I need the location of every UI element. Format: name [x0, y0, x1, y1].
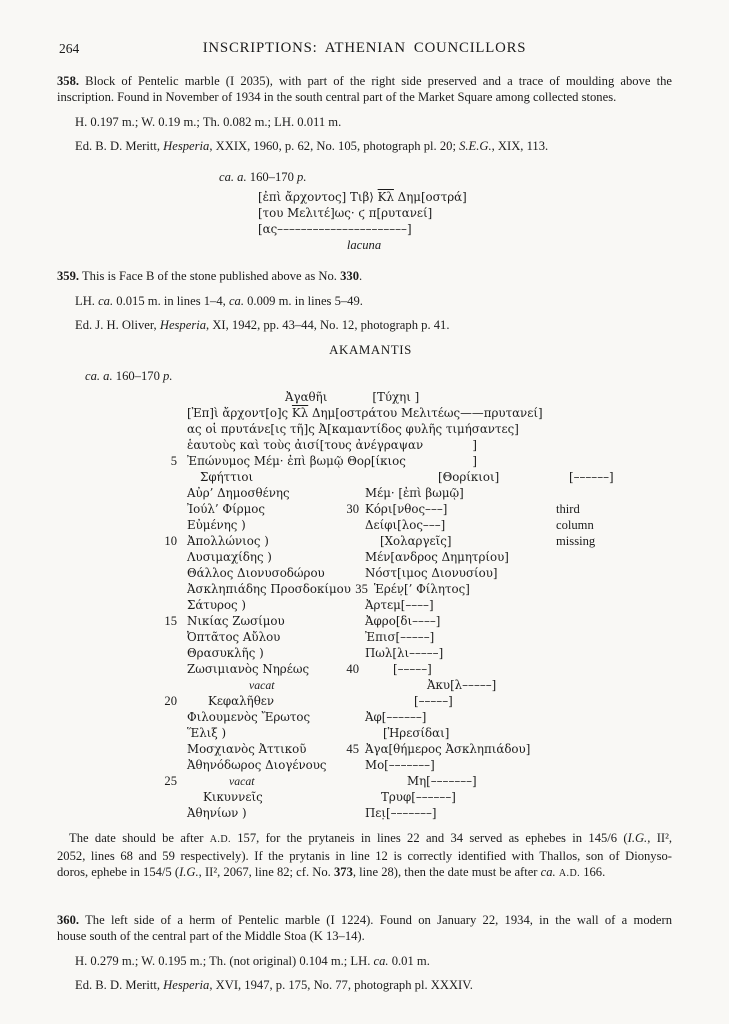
- prytanis-name-left-column: Ζωσιμιανὸς Νηρέως: [187, 662, 310, 676]
- third-column-note: [555, 597, 672, 613]
- third-column-note: [555, 613, 672, 629]
- inscription-row: [57, 581, 672, 597]
- third-column-note: [555, 757, 672, 773]
- third-column-note: column: [556, 518, 594, 532]
- prytanis-name-left-column: Ἕλιξ ): [187, 726, 227, 740]
- text-segment: p.: [297, 170, 307, 184]
- line-number: [355, 469, 372, 485]
- entry-358-edition: [57, 138, 672, 154]
- prytanis-name-right-column: Ἑρέν̣[’ Φίλητος]: [373, 582, 470, 596]
- third-column-note: [555, 645, 672, 661]
- entry-358-date: [219, 169, 672, 185]
- prytanis-name-left-column: Ἰούλ’ Φίρμος: [187, 502, 266, 516]
- prytanis-name-left-column: Φιλουμενὸς Ἔρωτος: [187, 710, 311, 724]
- greek-word: Ἀγαθῆι: [285, 390, 328, 404]
- third-column-note: [555, 565, 672, 581]
- third-column-note: [555, 741, 672, 757]
- inscription-row: [57, 757, 672, 773]
- text-segment: ca.: [228, 294, 244, 308]
- prytanis-name-right-column: Κόρι[νθος–––]: [365, 502, 448, 516]
- text-segment: A.D.: [209, 834, 231, 845]
- line-number: 10: [164, 534, 177, 548]
- text-segment: 360.: [57, 913, 80, 927]
- closing-bracket: ]: [472, 454, 477, 468]
- entry-359-date: [85, 368, 672, 384]
- text-segment: ca.: [540, 865, 556, 879]
- text-segment: I.G.: [179, 865, 199, 879]
- line-number: [342, 709, 359, 725]
- line-number: 40: [346, 662, 359, 676]
- text-segment: H. 0.197 m.; W. 0.19 m.; Th. 0.082 m.; LH. 0.011 m.: [75, 115, 342, 129]
- line-number: [404, 677, 421, 693]
- tribe-heading: AKAMANTIS: [329, 343, 412, 357]
- prytanis-name-right-column: [–––––]: [393, 662, 432, 676]
- line-number: [384, 773, 401, 789]
- text-segment: This is Face B of the stone published above as No.: [79, 269, 341, 283]
- prytanis-name-right-column: [–––––]: [414, 694, 453, 708]
- text-segment: , II², 2067, line 82; cf. No.: [198, 865, 334, 879]
- prytanis-name-left-column: Κεφαλῆθεν: [208, 694, 275, 708]
- text-segment: Block of Pentelic marble (I 2035), with part of the right side preserved and a trace of moulding above the: [79, 74, 672, 88]
- text-segment: ca. a.: [219, 170, 247, 184]
- line-number: [342, 533, 359, 549]
- text-segment: Δημ[οστράτου Μελιτέως——πρυτανεί]: [308, 406, 543, 420]
- line-number: [342, 613, 359, 629]
- text-segment: inscription. Found in November of 1934 in the south central part of the Market Square among collected stones.: [57, 90, 617, 104]
- third-column-note: [555, 709, 672, 725]
- text-segment: , XIX, 113.: [491, 139, 549, 153]
- entry-360-dimensions: [57, 953, 672, 969]
- inscription-row: [57, 661, 672, 677]
- prytanis-name-right-column: Μο[–––––––]: [365, 758, 435, 772]
- line-number: [57, 517, 187, 533]
- text-segment: , line 28), then the date must be after: [352, 865, 541, 879]
- text-segment: [Ἐπ]ὶ ἄρχοντ[ο]ς: [187, 406, 292, 420]
- prytanis-name-right-column: Τρυφ[––––––]: [381, 790, 456, 804]
- prytanis-name-left-column: Εὐμένης ): [187, 518, 246, 532]
- text-segment: house south of the central part of the Middle Stoa (K 13–14).: [57, 929, 365, 943]
- line-number: [342, 725, 359, 741]
- header-line-5-spread: [187, 453, 477, 469]
- inscription-row: [57, 517, 672, 533]
- entry-359-line-1: [57, 268, 672, 284]
- text-segment: [του Μελιτέ]ως· ϛ π[ρυτανεί]: [258, 206, 433, 220]
- prytanis-name-left-column: Λυσιμαχίδης ): [187, 550, 272, 564]
- entry-360: [57, 912, 672, 993]
- line-number: [57, 709, 187, 725]
- text-segment: I.G.: [627, 831, 648, 845]
- inscription-header-line-1: [285, 389, 672, 405]
- third-column-note: [571, 789, 672, 805]
- line-number: [342, 757, 359, 773]
- prytanis-name-right-column: Μη[–––––––]: [407, 774, 477, 788]
- line-number: [57, 485, 187, 501]
- inscription-row: [57, 565, 672, 581]
- prytanis-name-left-column: Κικυννεῖς: [203, 790, 263, 804]
- line-number: [342, 517, 359, 533]
- inscription-row: [57, 709, 672, 725]
- prytanis-name-left-column: Αὐρ’ Δημοσθένης: [187, 486, 290, 500]
- line-number: [57, 725, 187, 741]
- prytanis-name-right-column: Ἀγα[θήμερος Ἀσκληπιάδου]: [365, 742, 531, 756]
- text-segment: 166.: [580, 865, 606, 879]
- entry-358-dimensions: [57, 114, 672, 130]
- third-column-note: [555, 661, 672, 677]
- prytanis-name-left-column: Θρασυκλῆς ): [187, 646, 264, 660]
- prytanis-name-left-column: Ἀθηνόδωρος Διογένους: [187, 758, 327, 772]
- text-segment: 0.015 m. in lines 1–4,: [113, 294, 229, 308]
- prytanis-name-left-column: Θάλλος Διονυσοδώρου: [187, 566, 325, 580]
- third-column-note: [555, 725, 672, 741]
- line-number: [57, 581, 187, 597]
- line-number: [57, 437, 187, 453]
- prytanis-name-left-column: Νικίας Ζωσίμου: [187, 614, 285, 628]
- text-segment: 359.: [57, 269, 80, 283]
- line-number: [57, 565, 187, 581]
- inscription-header-line-5: [57, 453, 672, 469]
- text-segment: , II²,: [647, 831, 673, 845]
- prytanis-name-right-column: Νόστ[ιμος Διονυσίου]: [365, 566, 498, 580]
- text-segment: $\overline{K\lambda}$: [377, 190, 394, 204]
- inscription-row: [57, 533, 672, 549]
- line-number: [57, 645, 187, 661]
- line-number: [57, 661, 187, 677]
- inscription-row: [57, 773, 672, 789]
- line-number: 30: [346, 502, 359, 516]
- prytanis-name-right-column: Πει̣[–––––––]: [365, 806, 437, 820]
- line-number: [342, 485, 359, 501]
- text-segment: The left side of a herm of Pentelic marble (I 1224). Found on January 22, 1934, in the wall of a modern: [79, 913, 672, 927]
- text-segment: $\overline{K\lambda}$: [291, 406, 309, 420]
- text-segment: 2052, lines 68 and 59 respectively). If the prytanis in line 12 is correctly identified with Thallos, son of Dionyso-: [57, 849, 672, 863]
- line-number: 45: [346, 742, 359, 756]
- line-number: 20: [164, 694, 177, 708]
- inscription-row: [57, 677, 672, 693]
- entry-359-letter-heights: [57, 293, 672, 309]
- page-number: 264: [59, 41, 80, 56]
- text-segment: Hesperia: [163, 139, 210, 153]
- text-segment: A.D.: [558, 868, 581, 879]
- line-number: 35: [355, 582, 368, 596]
- entry-360-line-1: [57, 912, 672, 928]
- text-segment: ca.: [98, 294, 114, 308]
- third-column-note: [555, 549, 672, 565]
- line-number: [342, 805, 359, 821]
- lacuna-label: lacuna: [346, 238, 382, 252]
- third-column-note: missing: [556, 534, 596, 548]
- line-number: [57, 789, 187, 805]
- text-segment: 0.009 m. in lines 5–49.: [243, 294, 363, 308]
- text-segment: 160–170: [246, 170, 298, 184]
- inscription-row: [57, 501, 672, 517]
- text-segment: 0.01 m.: [388, 954, 430, 968]
- text-segment: ca. a.: [85, 369, 113, 383]
- text-segment: 157, for the prytaneis in lines 22 and 34 served as ephebes in 145/6 (: [230, 831, 628, 845]
- inscription-header-line-3: [187, 421, 672, 437]
- prytanis-name-right-column: Πωλ[λι–––––]: [365, 646, 444, 660]
- line-number: [57, 549, 187, 565]
- inscription-rows: [57, 469, 672, 821]
- line-number: [358, 789, 375, 805]
- entry-359-commentary: [57, 830, 672, 882]
- header-line-4-spread: [187, 437, 477, 453]
- prytanis-name-left-column: vacat: [229, 774, 255, 788]
- text-segment: Ed. B. D. Meritt,: [75, 139, 164, 153]
- commentary-line-2: [57, 848, 672, 864]
- line-number: 25: [164, 774, 177, 788]
- inscription-row: [57, 645, 672, 661]
- text-segment: ca.: [373, 954, 389, 968]
- text-segment: LH.: [75, 294, 99, 308]
- greek-text: Ἐπώνυμος Μέμ· ἐπὶ βωμῷ Θορ[ίκιος: [187, 454, 406, 468]
- inscription-header-line-2: [187, 405, 672, 421]
- entry-360-line-2: [57, 928, 672, 944]
- line-number: 5: [170, 454, 177, 468]
- text-segment: , XXIX, 1960, p. 62, No. 105, photograph pl. 20;: [209, 139, 460, 153]
- inscription-row: [57, 485, 672, 501]
- line-number: [363, 693, 380, 709]
- text-segment: H. 0.279 m.; W. 0.195 m.; Th. (not original) 0.104 m.; LH.: [75, 954, 374, 968]
- text-segment: , XVI, 1947, p. 175, No. 77, photograph pl. XXXIV.: [209, 978, 473, 992]
- line-number: [57, 629, 187, 645]
- third-column-note: [617, 677, 672, 693]
- prytanis-name-left-column: Ἀσκληπιάδης Προσδοκίμου: [187, 582, 351, 596]
- third-column-note: [––––––]: [569, 470, 614, 484]
- text-segment: Ed. B. D. Meritt,: [75, 978, 164, 992]
- entry-359: [57, 268, 672, 882]
- entry-358: [57, 73, 672, 253]
- greek-text: ἑαυτοὺς καὶ τοὺς ἀισί[τους ἀνέγραψαν: [187, 438, 424, 452]
- prytanis-name-right-column: Μέν[ανδρος Δημητρίου]: [365, 550, 509, 564]
- greek-word: [Τύχηι ]: [372, 390, 420, 404]
- prytanis-name-left-column: Ὀπτᾶτος Αὔλου: [187, 630, 281, 644]
- third-column-note: [555, 629, 672, 645]
- prytanis-name-left-column: Ἀθηνίων ): [187, 806, 247, 820]
- text-segment: S.E.G.: [459, 139, 492, 153]
- entry-358-line-1: [57, 73, 672, 89]
- prytanis-name-right-column: [Χολαργεῖς]: [380, 534, 452, 548]
- prytanis-name-left-column: Ἀπολλώνιος ): [187, 534, 269, 548]
- prytanis-name-right-column: Ἀρτεμ[––––]: [365, 598, 434, 612]
- prytanis-name-right-column: [Ἡρεσίδαι]: [383, 726, 450, 740]
- prytanis-name-right-column: [Θορίκιοι]: [438, 470, 500, 484]
- prytanis-name-right-column: Ἀκυ[λ–––––]: [427, 678, 497, 692]
- text-segment: 358.: [57, 74, 80, 88]
- line-number: 15: [164, 614, 177, 628]
- line-number: [57, 741, 187, 757]
- line-number: [57, 677, 187, 693]
- line-number: [57, 469, 187, 485]
- line-number: [342, 597, 359, 613]
- inscription-row: [57, 789, 672, 805]
- inscription-row: [57, 549, 672, 565]
- text-segment: 330: [340, 269, 359, 283]
- commentary-line-3: [57, 864, 672, 882]
- prytanis-name-left-column: Μοσχιανὸς Ἀττικοῦ: [187, 742, 307, 756]
- text-segment: Δημ[οστρά]: [393, 190, 467, 204]
- closing-bracket: ]: [472, 438, 477, 452]
- line-number: [342, 549, 359, 565]
- page-header-title: INSCRIPTIONS: ATHENIAN COUNCILLORS: [202, 40, 527, 56]
- prytanis-name-right-column: Ἐπισ[–––––]: [365, 630, 435, 644]
- prytanis-name-left-column: Σάτυρος ): [187, 598, 247, 612]
- prytanis-name-right-column: Δείφι[λος–––]: [365, 518, 446, 532]
- prytanis-name-right-column: Ἀφ[––––––]: [365, 710, 427, 724]
- prytanis-name-right-column: Ἀφρο[δι––––]: [365, 614, 441, 628]
- text-segment: Ed. J. H. Oliver,: [75, 318, 160, 332]
- third-column-note: [576, 693, 672, 709]
- text-segment: [ἐπὶ ἄρχοντος] Τιβ⟩: [258, 190, 378, 204]
- inscription-row: [57, 693, 672, 709]
- text-segment: ας οἱ πρυτάνε[ις τῆ]ς Ἀ[καμαντίδος φυλῆς τιμήσαντες]: [187, 422, 519, 436]
- text-segment: Hesperia: [163, 978, 210, 992]
- inscription-header-line-4: [57, 437, 672, 453]
- inscription-row: [57, 613, 672, 629]
- text-segment: Hesperia: [159, 318, 207, 332]
- inscription-row: [57, 805, 672, 821]
- inscription-row: [57, 741, 672, 757]
- entry-360-edition: [57, 977, 672, 993]
- line-number: [57, 597, 187, 613]
- line-number: [342, 565, 359, 581]
- third-column-note: [564, 581, 672, 597]
- inscription-row: [57, 597, 672, 613]
- inscription-row: [57, 629, 672, 645]
- text-segment: p.: [163, 369, 173, 383]
- greek-line: [258, 189, 672, 205]
- inscription-row: [57, 469, 672, 485]
- prytanis-name-left-column: Σφήττιοι: [200, 470, 254, 484]
- text-segment: The date should be after: [69, 831, 210, 845]
- line-number: [57, 805, 187, 821]
- entry-358-line-2: [57, 89, 672, 105]
- text-segment: 160–170: [112, 369, 164, 383]
- third-column-note: [555, 485, 672, 501]
- commentary-line-1: [57, 830, 672, 848]
- third-column-note: [555, 805, 672, 821]
- entry-358-greek-text: [258, 189, 672, 253]
- line-number: [342, 645, 359, 661]
- prytanis-name-right-column: Μέμ· [ἐπὶ βωμῷ]: [365, 486, 464, 500]
- greek-line: [258, 205, 672, 221]
- text-segment: doros, ephebe in 154/5 (: [57, 865, 180, 879]
- line-number: [57, 501, 187, 517]
- inscription-359: [57, 389, 672, 821]
- text-segment: [ας––––––––––––––––––––––]: [258, 222, 412, 236]
- prytanis-name-left-column: vacat: [249, 678, 275, 692]
- third-column-note: [597, 773, 672, 789]
- line-number: [342, 629, 359, 645]
- text-segment: , XI, 1942, pp. 43–44, No. 12, photograph p. 41.: [206, 318, 450, 332]
- page-header: [57, 40, 672, 60]
- inscription-row: [57, 725, 672, 741]
- text-segment: 373: [333, 865, 353, 879]
- line-number: [57, 757, 187, 773]
- greek-line: [258, 221, 672, 237]
- text-segment: .: [359, 269, 363, 283]
- third-column-note: third: [556, 502, 580, 516]
- entry-359-edition: [57, 317, 672, 333]
